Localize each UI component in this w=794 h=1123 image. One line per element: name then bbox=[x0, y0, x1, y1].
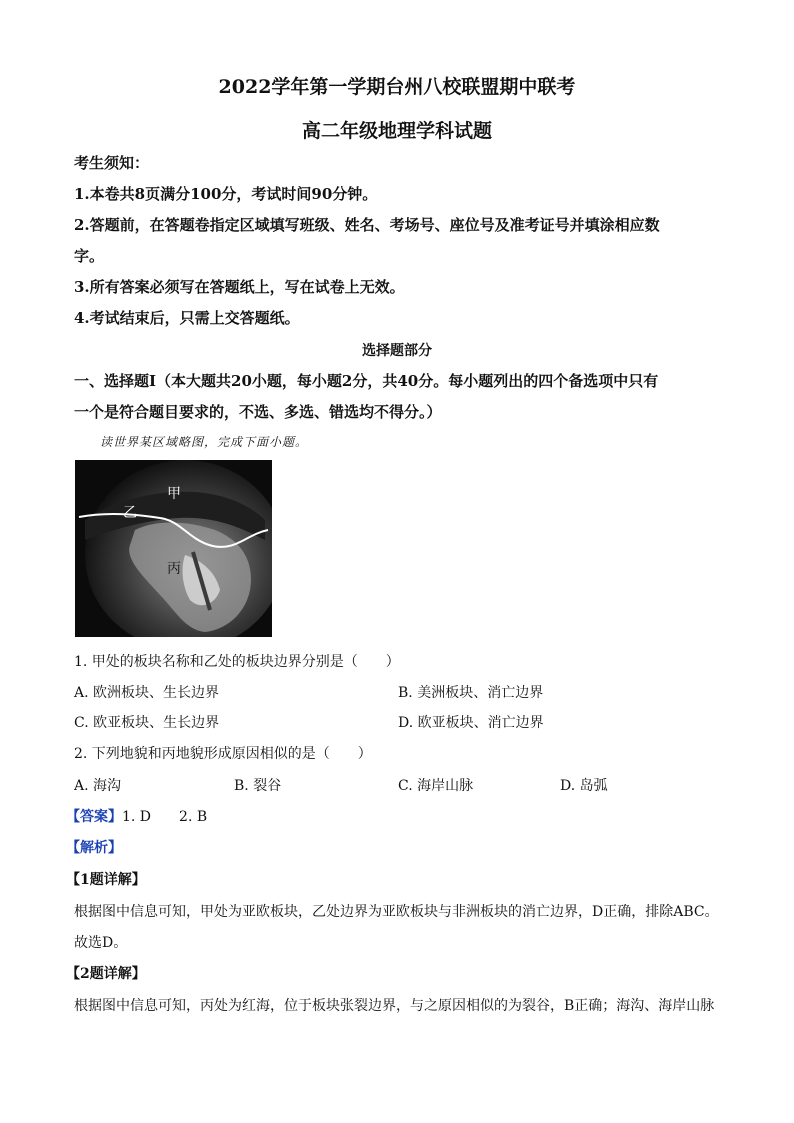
answer-q1: 1. D bbox=[122, 809, 152, 825]
answer-q2: 2. B bbox=[179, 809, 208, 825]
label-jia: 甲 bbox=[167, 486, 181, 502]
question-1-stem: 1. 甲处的板块名称和乙处的板块边界分别是（ ） bbox=[74, 654, 400, 670]
analysis-q2-heading: 【2题详解】 bbox=[66, 966, 146, 982]
question-2-option-a: A. 海沟 bbox=[74, 778, 122, 794]
analysis-q2-text: 根据图中信息可知，丙处为红海，位于板块张裂边界，与之原因相似的为裂谷，B正确；海沟、海岸山脉 bbox=[74, 998, 715, 1014]
notice-item-1: 1.本卷共8页满分100分，考试时间90分钟。 bbox=[74, 185, 378, 203]
question-1-option-d: D. 欧亚板块、消亡边界 bbox=[398, 715, 544, 731]
map-caption: 读世界某区域略图，完成下面小题。 bbox=[100, 435, 309, 449]
notice-item-2: 2.答题前，在答题卷指定区域填写班级、姓名、考场号、座位号及准考证号并填涂相应数 bbox=[74, 216, 660, 234]
analysis-q1-conclusion: 故选D。 bbox=[74, 935, 128, 951]
label-yi: 乙 bbox=[123, 505, 137, 521]
notice-heading: 考生须知： bbox=[74, 154, 150, 172]
question-2-option-b: B. 裂谷 bbox=[234, 778, 282, 794]
answer-label: 【答案】 bbox=[66, 809, 122, 825]
region-map bbox=[75, 460, 272, 637]
notice-item-2-cont: 字。 bbox=[74, 247, 105, 265]
question-1-option-a: A. 欧洲板块、生长边界 bbox=[74, 685, 220, 701]
label-bing: 丙 bbox=[167, 561, 181, 577]
exam-subtitle: 高二年级地理学科试题 bbox=[301, 120, 492, 142]
notice-item-4: 4.考试结束后，只需上交答题纸。 bbox=[74, 309, 300, 327]
question-1-option-b: B. 美洲板块、消亡边界 bbox=[398, 685, 544, 701]
section-title: 选择题部分 bbox=[362, 343, 432, 359]
notice-item-3: 3.所有答案必须写在答题纸上，写在试卷上无效。 bbox=[74, 278, 405, 296]
exam-title: 2022学年第一学期台州八校联盟期中联考 bbox=[218, 76, 576, 98]
analysis-label: 【解析】 bbox=[66, 840, 122, 856]
map-svg bbox=[75, 460, 272, 637]
analysis-q1-text: 根据图中信息可知，甲处为亚欧板块，乙处边界为亚欧板块与非洲板块的消亡边界，D正确，排除ABC。 bbox=[74, 904, 719, 920]
question-2-option-d: D. 岛弧 bbox=[560, 778, 608, 794]
section-intro-line1: 一、选择题Ⅰ（本大题共20小题，每小题2分，共40分。每小题列出的四个备选项中只有 bbox=[74, 372, 659, 390]
question-2-option-c: C. 海岸山脉 bbox=[398, 778, 474, 794]
question-1-option-c: C. 欧亚板块、生长边界 bbox=[74, 715, 220, 731]
answer-line bbox=[66, 806, 207, 826]
question-2-stem: 2. 下列地貌和丙地貌形成原因相似的是（ ） bbox=[74, 746, 372, 762]
section-intro-line2: 一个是符合题目要求的，不选、多选、错选均不得分。） bbox=[74, 403, 442, 421]
analysis-q1-heading: 【1题详解】 bbox=[66, 872, 146, 888]
